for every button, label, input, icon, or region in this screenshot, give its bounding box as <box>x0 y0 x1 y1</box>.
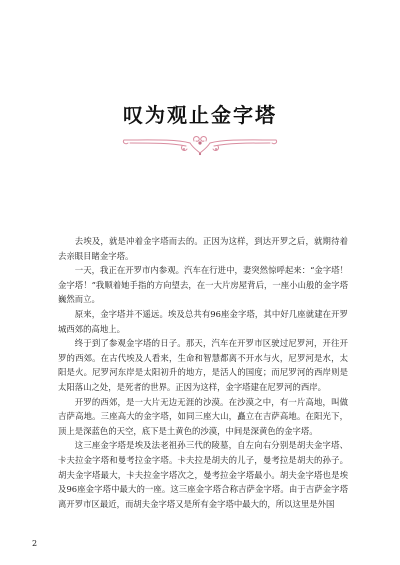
paragraph: 一天，我正在开罗市内参观。汽车在行进中，妻突然惊呼起来：“金字塔！金字塔！”我顺着她手指的方向望去，在一大片房屋背后，一座小山般的金字塔巍然而立。 <box>58 265 348 305</box>
paragraph: 开罗的西郊，是一大片无边无涯的沙漠。在沙漠之中，有一片高地，叫做吉萨高地。三座高大的金字塔，如同三座大山，矗立在吉萨高地。在阳光下，顶上是深蓝色的天空，底下是土黄色的沙漠，中间是深黄色的金字塔。 <box>58 396 348 436</box>
scroll-flourish-ornament-icon <box>120 131 280 157</box>
chapter-title: 叹为观止金字塔 <box>123 103 277 127</box>
paragraph: 终于到了参观金字塔的日子。那天，汽车在开罗市区驶过尼罗河，开往开罗的西郊。在古代埃及人看来，生命和智慧都离不开水与火，尼罗河是水，太阳是火。尼罗河东岸是太阳初升的地方，是活人的国度；而尼罗河的西岸则是太阳落山之处，是死者的世界。正因为这样，金字塔建在尼罗河的西岸。 <box>58 338 348 392</box>
paragraph: 这三座金字塔是埃及法老祖孙三代的陵墓，自左向右分别是胡夫金字塔、卡夫拉金字塔和曼考拉金字塔。卡夫拉是胡夫的儿子，曼考拉是胡夫的孙子。胡夫金字塔最大，卡夫拉金字塔次之，曼考拉金字塔最小。胡夫金字塔也是埃及96座金字塔中最大的一座。这三座金字塔合称吉萨金字塔。由于吉萨金字塔离开罗市区最近，而胡夫金字塔又是所有金字塔中最大的，所以这里是外国 <box>58 440 348 509</box>
page-number: 2 <box>32 539 38 548</box>
paragraph: 去埃及，就是冲着金字塔而去的。正因为这样，到达开罗之后，就期待着去亲眼目睹金字塔。 <box>58 236 348 261</box>
paragraph: 原来，金字塔并不遥远。埃及总共有96座金字塔，其中好几座就建在开罗城西郊的高地上。 <box>58 308 348 334</box>
chapter-body <box>58 234 348 511</box>
